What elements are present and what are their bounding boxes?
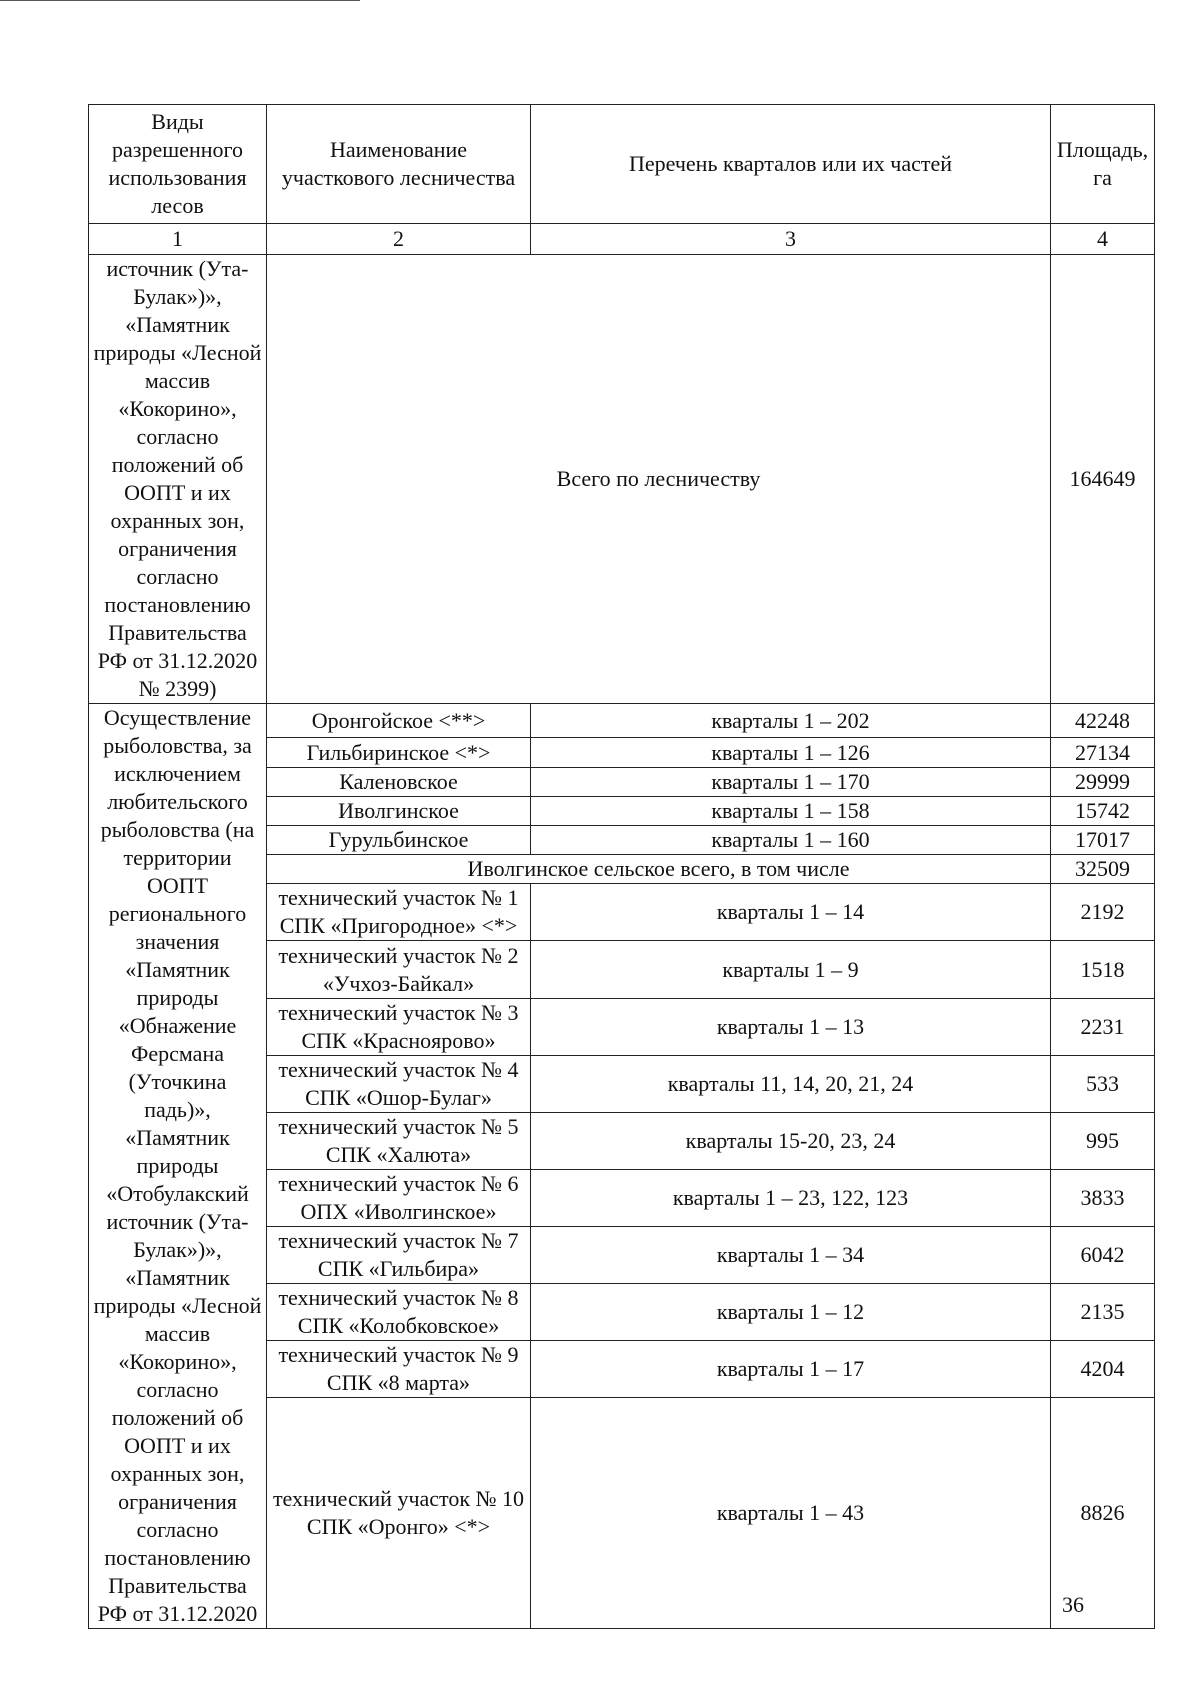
area-value: 2135 xyxy=(1051,1284,1155,1341)
quarters-list: кварталы 15-20, 23, 24 xyxy=(531,1112,1051,1169)
forestry-total-row xyxy=(89,255,1155,704)
header-quarters-list: Перечень кварталов или их частей xyxy=(531,105,1051,224)
technical-site-name: технический участок № 9 СПК «8 марта» xyxy=(267,1341,531,1398)
column-number: 3 xyxy=(531,224,1051,255)
area-value: 4204 xyxy=(1051,1341,1155,1398)
forestry-name: Гурульбинское xyxy=(267,826,531,855)
technical-site-name: технический участок № 1 СПК «Пригородное» <*> xyxy=(267,884,531,941)
area-value: 15742 xyxy=(1051,797,1155,826)
area-value: 1518 xyxy=(1051,941,1155,998)
column-number-row xyxy=(89,224,1155,255)
quarters-list: кварталы 1 – 34 xyxy=(531,1227,1051,1284)
area-value: 42248 xyxy=(1051,704,1155,738)
quarters-list: кварталы 1 – 23, 122, 123 xyxy=(531,1169,1051,1226)
technical-site-name: технический участок № 8 СПК «Колобковское» xyxy=(267,1284,531,1341)
forestry-name: Гильбиринское <*> xyxy=(267,738,531,768)
technical-site-name: технический участок № 10 СПК «Оронго» <*> xyxy=(267,1398,531,1629)
quarters-list: кварталы 1 – 12 xyxy=(531,1284,1051,1341)
area-value: 27134 xyxy=(1051,738,1155,768)
table-row xyxy=(89,704,1155,738)
header-forestry-name: Наименование участкового лесничества xyxy=(267,105,531,224)
forestry-name: Иволгинское xyxy=(267,797,531,826)
column-number: 2 xyxy=(267,224,531,255)
forestry-name: Каленовское xyxy=(267,768,531,797)
quarters-list: кварталы 1 – 14 xyxy=(531,884,1051,941)
quarters-list: кварталы 1 – 17 xyxy=(531,1341,1051,1398)
quarters-list: кварталы 1 – 202 xyxy=(531,704,1051,738)
technical-site-name: технический участок № 4 СПК «Ошор-Булаг» xyxy=(267,1055,531,1112)
fishing-use-type: Осуществление рыболовства, за исключением любительского рыболовства (на территории ООПТ регионального значения «Памятник природы «Обнажение Ферсмана (Уточкина падь)», «Памятник природы «Отобулакский источник (Ута- Булак»)», «Памятник природы «Лесной массив «Кокорино», согласно положений об ООПТ и их охранных зон, ограничения согласно постановлению Правительства РФ от 31.12.2020 xyxy=(89,704,267,1629)
area-value: 2231 xyxy=(1051,998,1155,1055)
continued-use-type: источник (Ута- Булак»)», «Памятник природы «Лесной массив «Кокорино», согласно положений об ООПТ и их охранных зон, ограничения согласно постановлению Правительства РФ от 31.12.2020 № 2399) xyxy=(89,255,267,704)
area-value: 533 xyxy=(1051,1055,1155,1112)
header-area: Площадь, га xyxy=(1051,105,1155,224)
technical-site-name: технический участок № 5 СПК «Халюта» xyxy=(267,1112,531,1169)
forestry-name: Оронгойское <**> xyxy=(267,704,531,738)
technical-site-name: технический участок № 7 СПК «Гильбира» xyxy=(267,1227,531,1284)
quarters-list: кварталы 1 – 13 xyxy=(531,998,1051,1055)
area-value: 6042 xyxy=(1051,1227,1155,1284)
area-value: 995 xyxy=(1051,1112,1155,1169)
forest-use-table xyxy=(88,104,1155,1629)
scan-edge-line xyxy=(0,0,360,1)
technical-site-name: технический участок № 2 «Учхоз-Байкал» xyxy=(267,941,531,998)
area-value: 29999 xyxy=(1051,768,1155,797)
column-number: 1 xyxy=(89,224,267,255)
quarters-list: кварталы 1 – 160 xyxy=(531,826,1051,855)
subtotal-label: Иволгинское сельское всего, в том числе xyxy=(267,855,1051,884)
area-value: 3833 xyxy=(1051,1169,1155,1226)
technical-site-name: технический участок № 3 СПК «Краснoярово» xyxy=(267,998,531,1055)
area-value: 17017 xyxy=(1051,826,1155,855)
subtotal-area: 32509 xyxy=(1051,855,1155,884)
column-number: 4 xyxy=(1051,224,1155,255)
page-number: 36 xyxy=(1062,1592,1084,1617)
forestry-total-area: 164649 xyxy=(1051,255,1155,704)
quarters-list: кварталы 1 – 9 xyxy=(531,941,1051,998)
quarters-list: кварталы 1 – 170 xyxy=(531,768,1051,797)
quarters-list: кварталы 1 – 126 xyxy=(531,738,1051,768)
quarters-list: кварталы 1 – 43 xyxy=(531,1398,1051,1629)
forestry-total-label: Всего по лесничеству xyxy=(267,255,1051,704)
technical-site-name: технический участок № 6 ОПХ «Иволгинское» xyxy=(267,1169,531,1226)
header-use-type: Виды разрешенного использования лесов xyxy=(89,105,267,224)
area-value: 2192 xyxy=(1051,884,1155,941)
header-row xyxy=(89,105,1155,224)
quarters-list: кварталы 11, 14, 20, 21, 24 xyxy=(531,1055,1051,1112)
quarters-list: кварталы 1 – 158 xyxy=(531,797,1051,826)
area-value: 8826 xyxy=(1051,1398,1155,1629)
